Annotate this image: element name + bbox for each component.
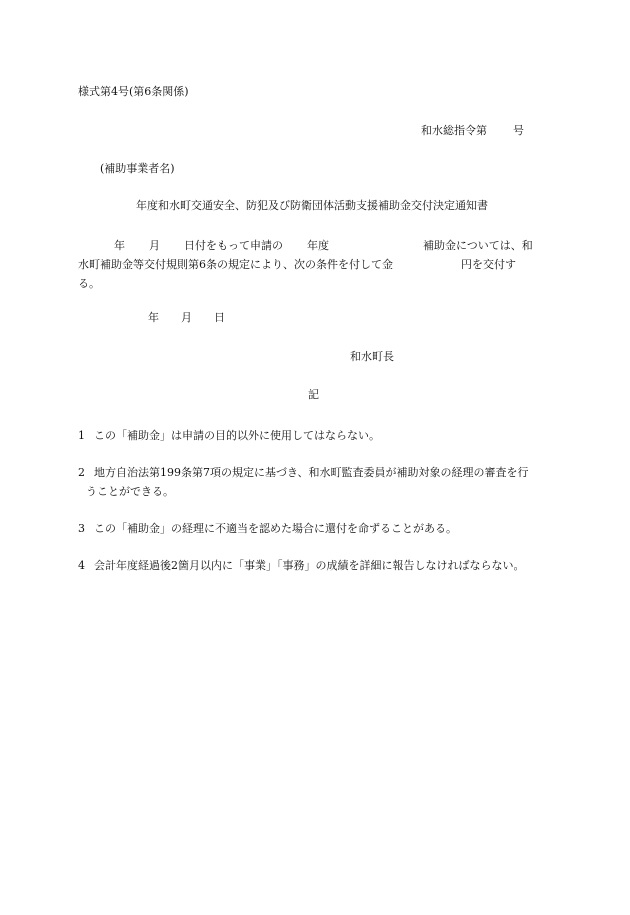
- form-label: 様式第4号(第6条関係): [78, 85, 189, 98]
- body-line2: 水町補助金等交付規則第6条の規定により、次の条件を付して金: [78, 258, 393, 271]
- document-number-suffix: 号: [513, 124, 524, 137]
- body-subsidy-ref: 補助金については、和: [423, 239, 533, 252]
- condition-number: 2: [78, 466, 85, 479]
- condition-item: [78, 556, 558, 575]
- condition-number: 3: [78, 522, 85, 535]
- document-title: 年度和水町交通安全、防犯及び防衛団体活動支援補助金交付決定通知書: [136, 199, 488, 212]
- body-month: 月: [149, 239, 160, 252]
- body-line3: る。: [78, 277, 100, 290]
- condition-text: この「補助金」は申請の目的以外に使用してはならない。: [94, 429, 380, 442]
- body-date-applied: 日付をもって申請の: [184, 239, 283, 252]
- condition-text: 会計年度経過後2箇月以内に「事業」「事務」の成績を詳細に報告しなければならない。: [94, 559, 525, 572]
- condition-item: [78, 463, 558, 501]
- body-fiscal-year: 年度: [307, 239, 329, 252]
- body-paragraph: [78, 236, 552, 293]
- condition-number: 1: [78, 429, 85, 442]
- condition-text: 地方自治法第199条第7項の規定に基づき、和水町監査委員が補助対象の経理の審査を行: [94, 466, 529, 479]
- condition-text: この「補助金」の経理に不適当を認めた場合に還付を命ずることがある。: [94, 522, 457, 535]
- body-year: 年: [114, 239, 125, 252]
- date-month: 月: [181, 311, 192, 324]
- body-yen: 円を交付す: [461, 258, 516, 271]
- condition-item: [78, 519, 558, 538]
- condition-continuation: うことができる。: [86, 485, 174, 498]
- date-day: 日: [214, 311, 225, 324]
- document-number-prefix: 和水総指令第: [421, 124, 487, 137]
- recipient-name: (補助事業者名): [100, 162, 175, 175]
- notice-date: [148, 311, 225, 325]
- signer: 和水町長: [350, 350, 394, 363]
- condition-number: 4: [78, 559, 85, 572]
- condition-item: [78, 426, 558, 445]
- document-number: [421, 124, 524, 138]
- date-year: 年: [148, 311, 159, 324]
- ki-heading: 記: [308, 388, 319, 401]
